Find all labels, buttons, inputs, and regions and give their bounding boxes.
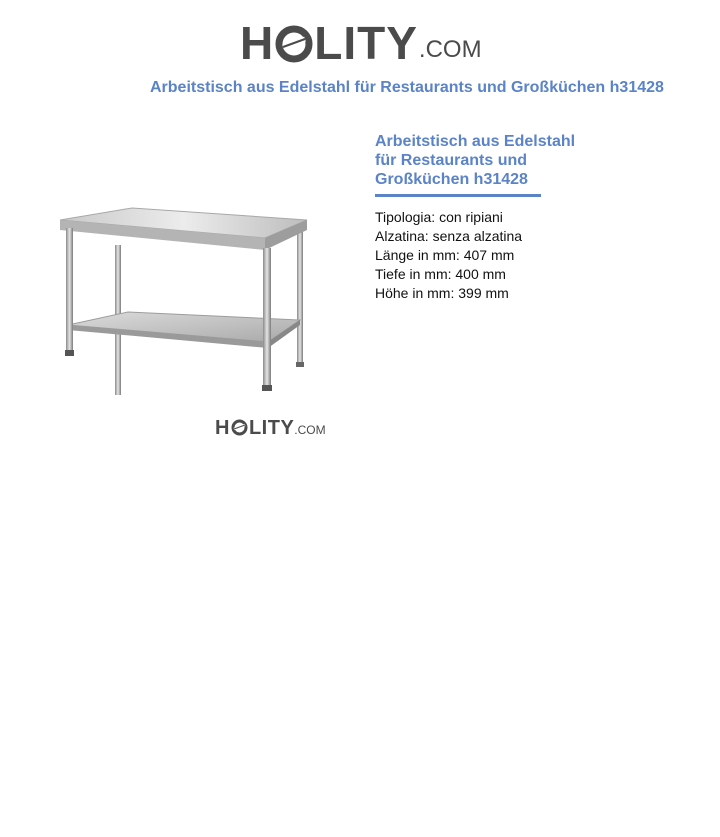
image-logo-text-com: .COM	[294, 423, 326, 437]
image-watermark-logo	[215, 414, 326, 438]
spec-item: Alzatina: senza alzatina	[375, 228, 523, 244]
site-logo[interactable]	[240, 14, 482, 69]
image-logo-o-icon	[231, 419, 248, 436]
spec-list	[375, 208, 605, 303]
spec-item: Länge in mm: 407 mm	[375, 247, 515, 263]
logo-text-lity: LITY	[314, 17, 418, 69]
logo-text-com: .COM	[418, 36, 482, 63]
product-image	[10, 120, 360, 450]
image-logo-text-h: H	[215, 417, 230, 439]
spec-item: Höhe in mm: 399 mm	[375, 285, 509, 301]
product-info	[375, 132, 605, 303]
stainless-steel-table-icon	[10, 120, 360, 450]
page-title: Arbeitstisch aus Edelstahl für Restaurants und Großküchen h31428	[150, 79, 664, 96]
logo-text-h: H	[240, 17, 275, 69]
spec-item: Tipologia: con ripiani	[375, 209, 503, 225]
product-title: Arbeitstisch aus Edelstahl für Restaurants und Großküchen h31428	[375, 133, 576, 188]
title-underline	[375, 194, 541, 197]
image-logo-text-lity: LITY	[248, 417, 295, 439]
logo-o-icon	[275, 25, 313, 63]
spec-item: Tiefe in mm: 400 mm	[375, 266, 506, 282]
